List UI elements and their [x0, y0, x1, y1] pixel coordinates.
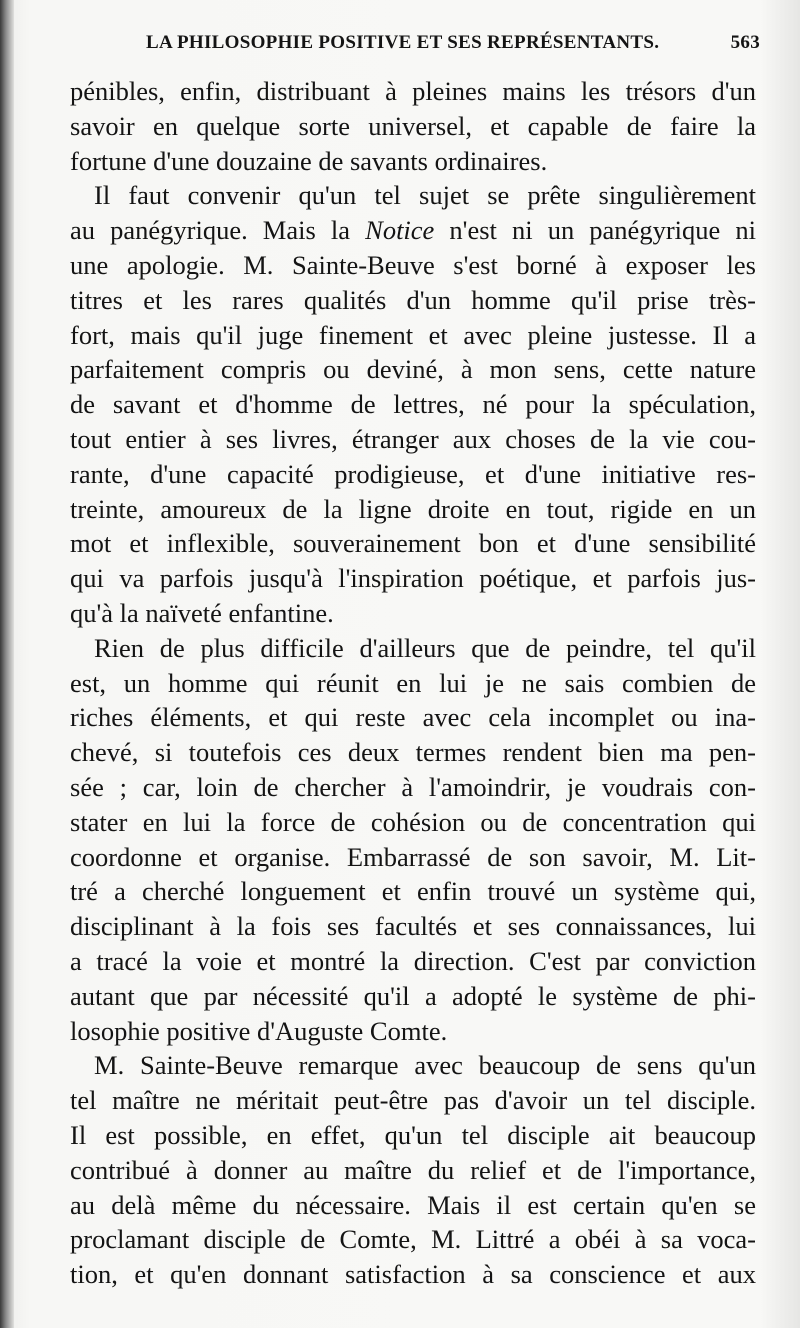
text-line: coordonne et organise. Embarrassé de son savoir, M. Lit- [70, 841, 756, 872]
text-line: fortune d'une douzaine de savants ordinaires. [70, 145, 548, 176]
body-text [70, 74, 756, 1292]
paragraph-start-line: Il faut convenir qu'un tel sujet se prête singulièrement [94, 180, 756, 211]
text-line: autant que par nécessité qu'il a adopté le système de phi- [70, 980, 756, 1011]
text-line: a tracé la voie et montré la direction. C'est par conviction [70, 945, 756, 976]
paragraph-start-line: M. Sainte-Beuve remarque avec beaucoup de sens qu'un [94, 1050, 756, 1081]
running-header [146, 32, 760, 62]
text-line: pénibles, enfin, distribuant à pleines mains les trésors d'un [70, 76, 756, 106]
page-number: 563 [730, 32, 760, 53]
paragraph-start-line: Rien de plus difficile d'ailleurs que de peindre, tel qu'il [94, 632, 756, 663]
text-line: titres et les rares qualités d'un homme qu'il prise très- [70, 284, 756, 315]
text-line: mot et inflexible, souverainement bon et d'une sensibilité [70, 528, 756, 559]
text-line: sée ; car, loin de chercher à l'amoindrir, je voudrais con- [70, 771, 756, 802]
text-line: parfaitement compris ou deviné, à mon sens, cette nature [70, 354, 756, 385]
text-line: tout entier à ses livres, étranger aux choses de la vie cou- [70, 423, 756, 454]
text-line: rante, d'une capacité prodigieuse, et d'une initiative res- [70, 458, 756, 489]
running-title: LA PHILOSOPHIE POSITIVE ET SES REPRÉSENTANTS. [146, 32, 660, 53]
text-line: proclamant disciple de Comte, M. Littré a obéi à sa voca- [70, 1224, 756, 1255]
text-line: treinte, amoureux de la ligne droite en tout, rigide en un [70, 493, 756, 524]
text-line: tion, et qu'en donnant satisfaction à sa conscience et aux [70, 1259, 756, 1290]
text-line: disciplinant à la fois ses facultés et ses connaissances, lui [70, 911, 756, 942]
text-line: qu'à la naïveté enfantine. [70, 597, 334, 628]
text-line: au panégyrique. Mais la Notice n'est ni un panégyrique ni [70, 215, 756, 246]
text-line: riches éléments, et qui reste avec cela incomplet ou ina- [70, 702, 756, 733]
text-line: au delà même du nécessaire. Mais il est certain qu'en se [70, 1189, 756, 1220]
page-gutter-shadow [0, 0, 14, 1328]
text-line: est, un homme qui réunit en lui je ne sais combien de [70, 667, 756, 698]
text-line: une apologie. M. Sainte-Beuve s'est borné à exposer les [70, 249, 756, 280]
text-line: contribué à donner au maître du relief et de l'importance, [70, 1154, 756, 1185]
text-line: tré a cherché longuement et enfin trouvé un système qui, [70, 876, 756, 907]
text-line: de savant et d'homme de lettres, né pour la spéculation, [70, 389, 756, 420]
text-line: tel maître ne méritait peut-être pas d'avoir un tel disciple. [70, 1085, 756, 1116]
text-line: savoir en quelque sorte universel, et capable de faire la [70, 110, 756, 141]
text-line: qui va parfois jusqu'à l'inspiration poétique, et parfois jus- [70, 563, 756, 594]
text-line: Il est possible, en effet, qu'un tel disciple ait beaucoup [70, 1119, 756, 1150]
text-line: fort, mais qu'il juge finement et avec pleine justesse. Il a [70, 319, 756, 350]
text-line: chevé, si toutefois ces deux termes rendent bien ma pen- [70, 737, 756, 768]
text-line: losophie positive d'Auguste Comte. [70, 1015, 448, 1046]
text-line: stater en lui la force de cohésion ou de concentration qui [70, 806, 756, 837]
